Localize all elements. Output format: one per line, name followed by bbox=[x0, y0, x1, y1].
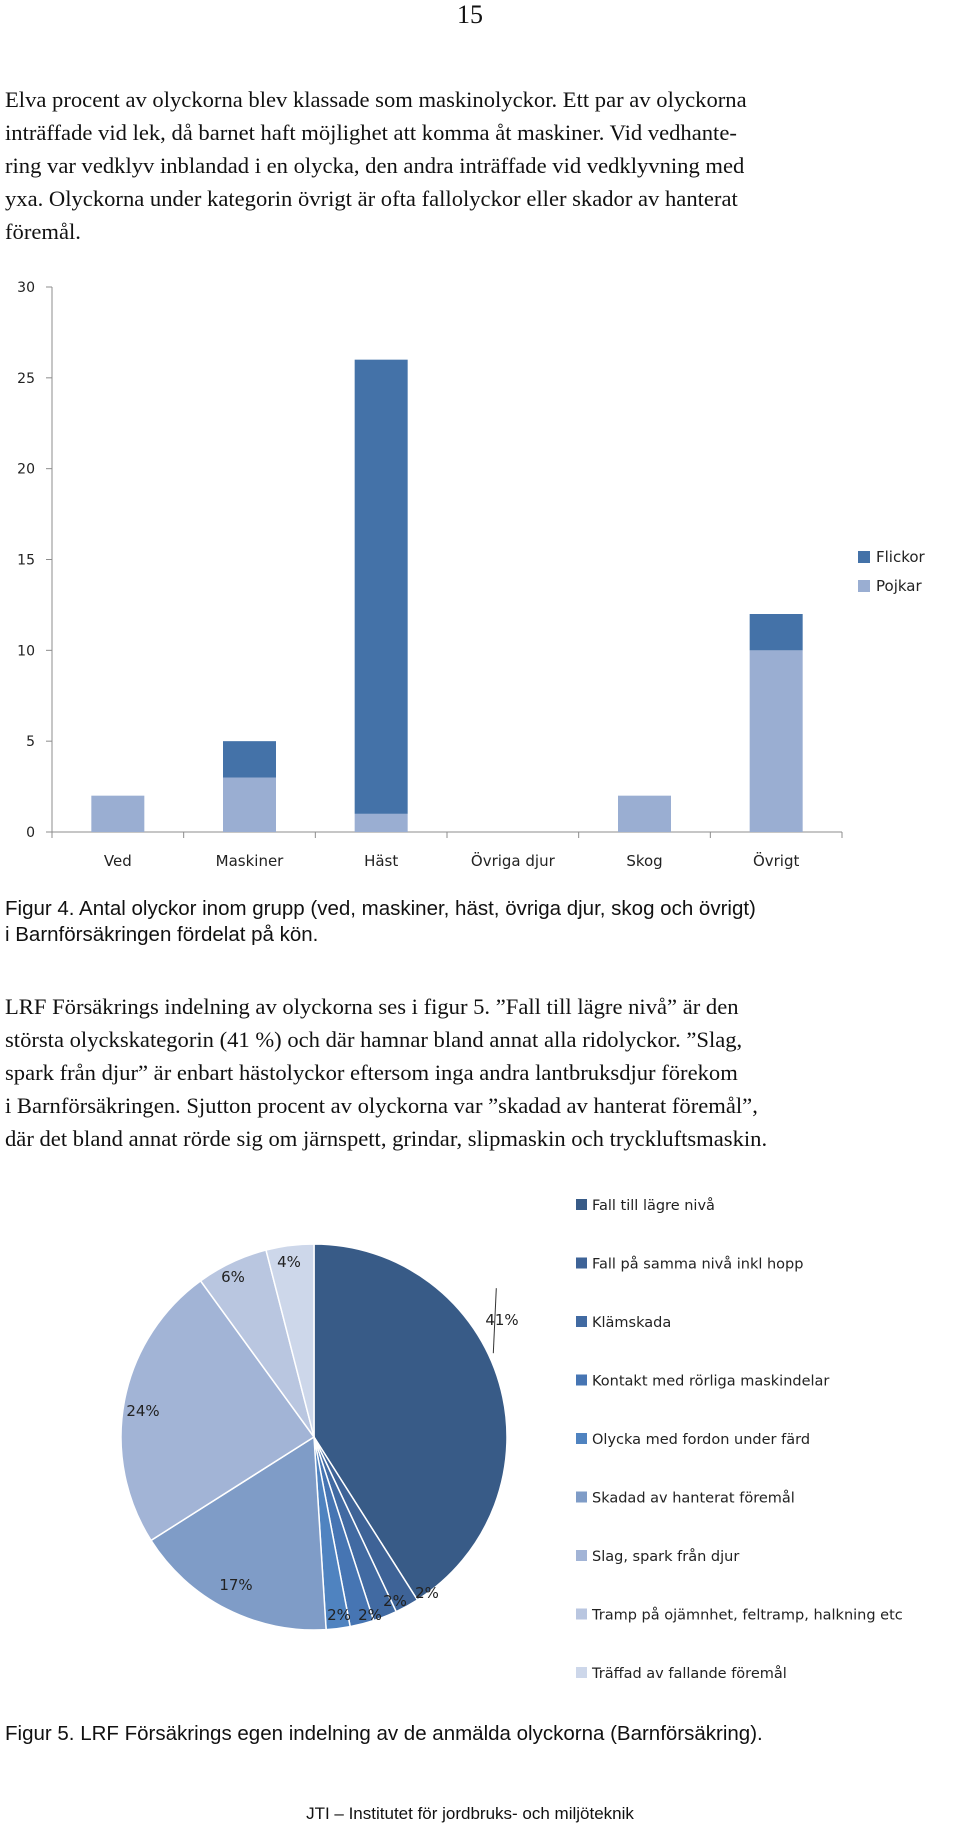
pie-chart bbox=[0, 1190, 960, 1710]
paragraph-1 bbox=[5, 83, 955, 248]
pie-value-label: 2% bbox=[415, 1584, 439, 1602]
legend-label: Pojkar bbox=[876, 577, 922, 595]
bar-flickor bbox=[223, 741, 276, 777]
paragraph-line: föremål. bbox=[5, 219, 81, 244]
pie-value-label: 6% bbox=[221, 1268, 245, 1286]
legend-label: Slag, spark från djur bbox=[592, 1549, 740, 1565]
legend-swatch bbox=[576, 1492, 587, 1503]
paragraph-line: spark från djur” är enbart hästolyckor eftersom inga andra lantbruksdjur förekom bbox=[5, 1060, 738, 1085]
legend-label: Tramp på ojämnhet, feltramp, halkning etc bbox=[592, 1607, 903, 1624]
figure-5-caption bbox=[5, 1721, 955, 1747]
footer: JTI – Institutet för jordbruks- och miljöteknik bbox=[306, 1804, 634, 1823]
bar-pojkar bbox=[91, 796, 144, 832]
y-tick-label: 5 bbox=[26, 734, 35, 751]
paragraph-line: största olyckskategorin (41 %) och där hamnar bland annat alla ridolyckor. ”Slag, bbox=[5, 1027, 743, 1052]
x-tick-label: Övriga djur bbox=[470, 852, 555, 870]
paragraph-2 bbox=[5, 990, 955, 1155]
legend-swatch bbox=[576, 1433, 587, 1444]
bar-pojkar bbox=[750, 650, 803, 832]
legend-swatch bbox=[576, 1258, 587, 1269]
legend-label: Skadad av hanterat föremål bbox=[592, 1490, 795, 1507]
y-tick-label: 30 bbox=[17, 280, 35, 296]
paragraph-line: där det bland annat rörde sig om järnspett, grindar, slipmaskin och tryckluftsmaskin. bbox=[5, 1126, 768, 1151]
pie-value-label: 24% bbox=[126, 1402, 160, 1420]
paragraph-line: i Barnförsäkringen. Sjutton procent av olyckorna var ”skadad av hanterat föremål”, bbox=[5, 1093, 758, 1118]
paragraph-line: inträffade vid lek, då barnet haft möjlighet att komma åt maskiner. Vid vedhante- bbox=[5, 120, 737, 145]
legend-label: Klämskada bbox=[592, 1315, 672, 1331]
legend-label: Olycka med fordon under färd bbox=[592, 1432, 811, 1448]
legend-swatch bbox=[858, 551, 870, 563]
x-tick-label: Häst bbox=[364, 852, 399, 870]
pie-value-label: 4% bbox=[277, 1253, 301, 1271]
bar-pojkar bbox=[618, 796, 671, 832]
y-tick-label: 15 bbox=[17, 552, 35, 569]
x-tick-label: Skog bbox=[626, 852, 663, 870]
legend-swatch bbox=[576, 1199, 587, 1210]
legend-label: Flickor bbox=[876, 548, 925, 566]
legend-label: Fall på samma nivå inkl hopp bbox=[592, 1256, 804, 1273]
pie-value-label: 2% bbox=[383, 1592, 407, 1610]
bar-flickor bbox=[355, 360, 408, 814]
paragraph-line: ring var vedklyv inblandad i en olycka, den andra inträffade vid vedklyvning med bbox=[5, 153, 745, 178]
figure-4-caption bbox=[5, 896, 955, 948]
y-tick-label: 25 bbox=[17, 370, 35, 387]
caption-line: i Barnförsäkringen fördelat på kön. bbox=[5, 923, 319, 946]
pie-value-label: 2% bbox=[327, 1606, 351, 1624]
y-tick-label: 0 bbox=[26, 825, 35, 841]
legend-swatch bbox=[858, 580, 870, 592]
legend-swatch bbox=[576, 1375, 587, 1386]
legend-swatch bbox=[576, 1667, 587, 1678]
x-tick-label: Ved bbox=[103, 852, 132, 870]
caption-line: Figur 4. Antal olyckor inom grupp (ved, maskiner, häst, övriga djur, skog och övrigt) bbox=[5, 897, 756, 920]
legend-swatch bbox=[576, 1316, 587, 1327]
y-tick-label: 20 bbox=[17, 461, 35, 478]
paragraph-line: Elva procent av olyckorna blev klassade som maskinolyckor. Ett par av olyckorna bbox=[5, 87, 747, 112]
paragraph-line: yxa. Olyckorna under kategorin övrigt är ofta fallolyckor eller skador av hanterat bbox=[5, 186, 738, 211]
bar-pojkar bbox=[223, 778, 276, 833]
pie-value-label: 2% bbox=[358, 1606, 382, 1624]
legend-label: Fall till lägre nivå bbox=[592, 1198, 715, 1214]
x-tick-label: Övrigt bbox=[752, 852, 800, 870]
caption-line: Figur 5. LRF Försäkrings egen indelning av de anmälda olyckorna (Barnförsäkring). bbox=[5, 1722, 763, 1745]
y-tick-label: 10 bbox=[17, 643, 35, 660]
legend-label: Kontakt med rörliga maskindelar bbox=[592, 1373, 830, 1390]
legend-swatch bbox=[576, 1550, 587, 1561]
bar-pojkar bbox=[355, 814, 408, 832]
x-tick-label: Maskiner bbox=[215, 852, 284, 870]
pie-value-label: 41% bbox=[485, 1311, 519, 1329]
legend-swatch bbox=[576, 1609, 587, 1620]
page-number: 15 bbox=[457, 0, 483, 29]
bar-chart bbox=[0, 270, 960, 880]
bar-flickor bbox=[750, 614, 803, 650]
legend-label: Träffad av fallande föremål bbox=[592, 1666, 787, 1682]
pie-value-label: 17% bbox=[219, 1576, 253, 1594]
paragraph-line: LRF Försäkrings indelning av olyckorna ses i figur 5. ”Fall till lägre nivå” är den bbox=[5, 994, 739, 1019]
